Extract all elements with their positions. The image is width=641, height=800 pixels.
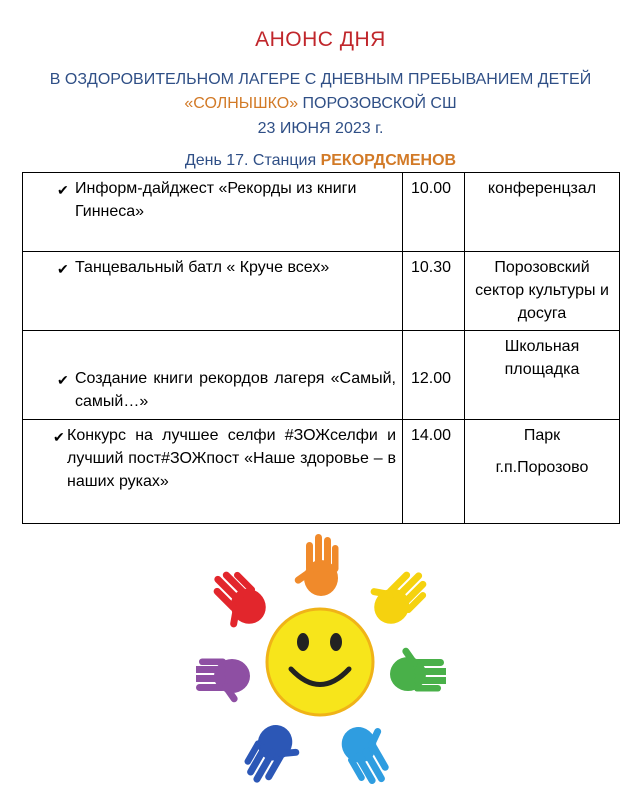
activity-cell [23, 331, 403, 420]
sun-face [267, 609, 373, 715]
activity-cell [23, 252, 403, 331]
checkmark-icon: ✔ [53, 429, 65, 445]
time-text: 12.00 [411, 370, 452, 387]
left-eye [297, 633, 309, 651]
table-row [23, 252, 620, 331]
day-prefix: День 17. Станция [184, 152, 321, 169]
date: 23 ИЮНЯ 2023 г. [257, 120, 384, 137]
time-cell [403, 331, 465, 420]
table-row [23, 331, 620, 420]
activity-text: Конкурс на лучшее селфи #ЗОЖселфи и лучший пост#ЗОЖпост «Наше здоровье – в наших руках» [67, 427, 396, 490]
time-cell: 14.00 [403, 420, 465, 524]
camp-description [0, 68, 641, 116]
table-row [23, 173, 620, 252]
activity-text: Создание книги рекордов лагеря «Самый, самый…» [75, 370, 396, 410]
hand-blue-left [238, 718, 308, 794]
school-name: ПОРОЗОВСКОЙ СШ [298, 95, 457, 112]
activity-text: Информ-дайджест «Рекорды из книги Гиннеса» [75, 180, 357, 220]
place-line: г.п.Порозово [495, 459, 589, 476]
place-cell: Школьная площадка [465, 331, 620, 420]
hand-purple [196, 659, 250, 704]
activity-cell [23, 173, 403, 252]
hand-red [198, 563, 274, 639]
hand-yellow [359, 556, 435, 632]
place-cell [465, 420, 620, 524]
checkmark-icon: ✔ [57, 261, 69, 277]
page-title: АНОНС ДНЯ [255, 28, 386, 51]
table-row [23, 420, 620, 524]
station-name: РЕКОРДСМЕНОВ [320, 152, 457, 169]
camp-name-line [0, 92, 641, 116]
time-cell: 10.30 [403, 252, 465, 331]
hand-orange [293, 534, 338, 596]
subtitle-line: В ОЗДОРОВИТЕЛЬНОМ ЛАГЕРЕ С ДНЕВНЫМ ПРЕБЫВАНИЕМ ДЕТЕЙ [49, 71, 592, 88]
activity-text: Танцевальный батл « Круче всех» [75, 259, 330, 276]
activity-cell [23, 420, 403, 524]
checkmark-icon: ✔ [57, 182, 69, 198]
schedule-table [22, 172, 620, 524]
day-station-line [0, 152, 641, 170]
time-cell: 10.00 [403, 173, 465, 252]
hand-light-blue [335, 715, 405, 791]
place-cell: конференцзал [465, 173, 620, 252]
hand-green [390, 646, 446, 691]
checkmark-icon: ✔ [57, 372, 69, 388]
camp-name: «СОЛНЫШКО» [184, 95, 299, 112]
smiling-sun-with-hands-icon [196, 524, 446, 794]
place-line: Парк [523, 427, 561, 444]
place-cell: Порозовский сектор культуры и досуга [465, 252, 620, 331]
right-eye [330, 633, 342, 651]
